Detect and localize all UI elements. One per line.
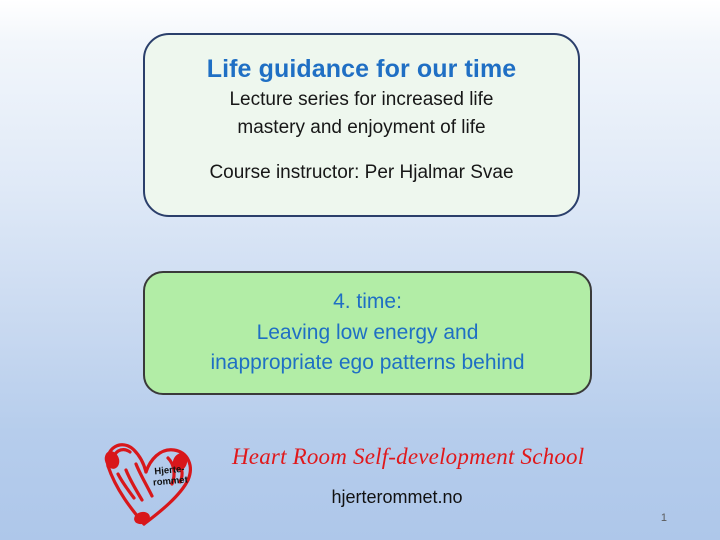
topic-line-2: Leaving low energy and [256,320,479,344]
title-subtitle-line-1: Lecture series for increased life [229,88,494,110]
topic-line-1: 4. time: [333,290,402,314]
logo-text-line-1: Hjerte- [153,463,185,478]
topic-box [143,271,592,395]
title-box [143,33,580,217]
brand-url: hjerterommet.no [331,487,463,507]
page-title: Life guidance for our time [206,55,517,83]
title-subtitle-line-2: mastery and enjoyment of life [237,116,486,138]
logo-text-line-2: rommet [152,474,189,489]
page-number: 1 [660,512,667,524]
course-instructor: Course instructor: Per Hjalmar Svae [209,162,514,184]
heart-logo-icon [88,430,228,526]
brand-name: Heart Room Self-development School [232,444,585,469]
topic-line-3: inappropriate ego patterns behind [210,351,525,375]
